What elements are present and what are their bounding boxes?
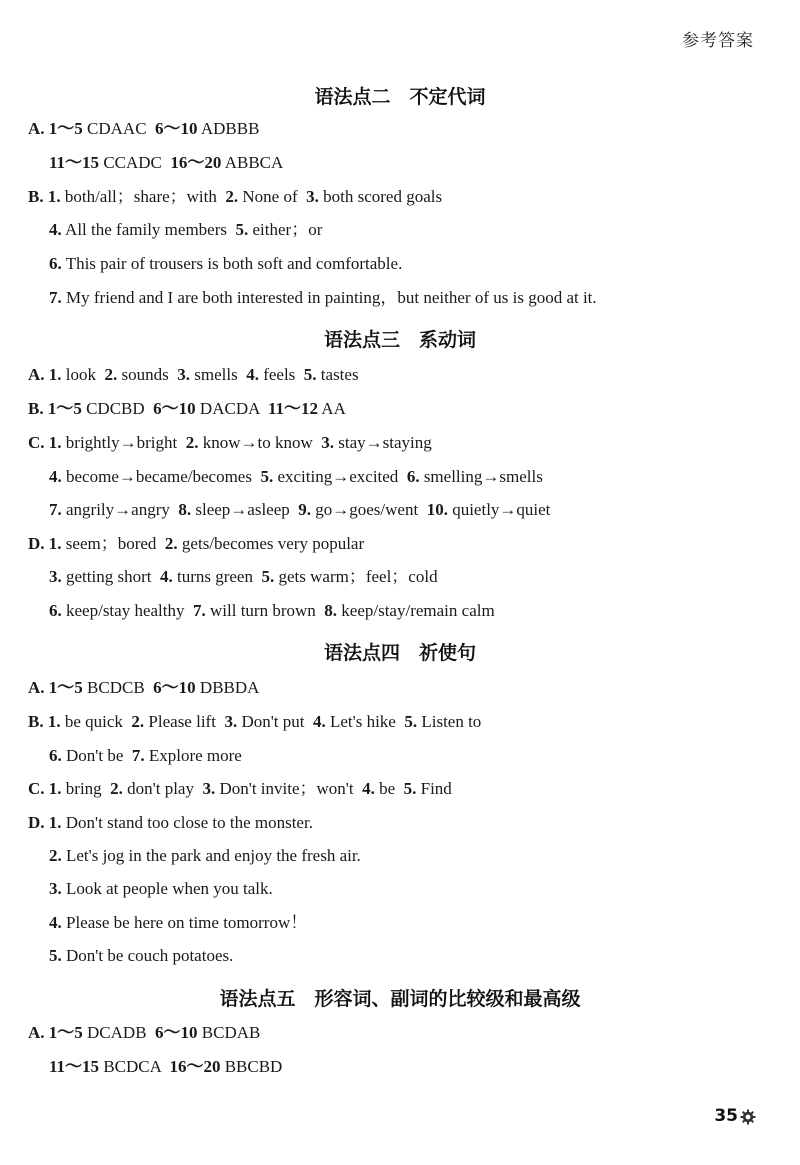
answer-label: 10. [426,500,448,519]
answer-text: tastes [316,365,359,384]
answer-text: bring [61,779,111,798]
answer-line [49,152,283,174]
answer-label: A. 1～5 [28,678,83,697]
answer-label: B. 1～5 [28,399,82,418]
answer-line [49,1056,282,1078]
answer-label: 5. [303,365,317,384]
answer-text: Listen to [417,712,482,731]
answer-text: DACDA [195,399,268,418]
answer-label: 5. [260,467,274,486]
answer-text: Explore more [144,746,242,765]
answer-label: 3. [224,712,238,731]
answer-line [49,600,495,622]
answer-label: 11～12 [267,399,318,418]
answer-text: seem；bored [61,534,165,553]
answer-text: Don't put [237,712,313,731]
section-title: 语法点三 系动词 [323,329,476,351]
answer-text: quietly→quiet [447,500,551,519]
answer-label: 5. [403,779,417,798]
answer-label: 6. [406,467,420,486]
answer-text: All the family members [61,220,236,239]
answer-label: B. 1. [28,187,61,206]
answer-label: A. 1～5 [28,119,83,138]
answer-label: 16～20 [170,153,222,172]
answer-text: ABBCA [221,153,284,172]
answer-label: 5. [404,712,418,731]
answer-label: 4. [312,712,326,731]
answer-text: know→to know [198,433,322,452]
answer-text: brightly→bright [61,433,186,452]
answer-label: 6. [49,254,62,273]
answer-label: 3. [202,779,216,798]
answer-text: DBBDA [195,678,260,697]
answer-label: 3. [306,187,319,206]
answer-text: BCDAB [197,1023,261,1042]
answer-label: 6～10 [153,399,196,418]
answer-line [28,677,259,699]
answer-label: 7. [49,500,62,519]
answer-text: keep/stay healthy [61,601,193,620]
answer-label: 8. [178,500,192,519]
answer-label: 8. [324,601,338,620]
section-title: 语法点二 不定代词 [314,86,486,108]
answer-text: Don't invite；won't [215,779,363,798]
answer-text: Please be here on time tomorrow！ [61,913,308,932]
answer-label: 6～10 [155,119,198,138]
answer-text: AA [318,399,346,418]
answer-label: 2. [185,433,199,452]
answer-label: 4. [49,467,62,486]
answer-text: go→goes/went [311,500,427,519]
answer-text: angrily→angry [61,500,179,519]
answer-label: C. 1. [28,779,62,798]
answer-text: CDAAC [82,119,156,138]
answer-label: 4. [246,365,259,384]
answer-label: 7. [193,601,206,620]
answer-text: sleep→asleep [191,500,299,519]
answer-label: 4. [159,567,173,586]
answer-text: gets/becomes very popular [177,534,365,553]
answer-text: smells [190,365,247,384]
answer-text: both scored goals [318,187,443,206]
answer-line [28,118,259,140]
answer-line [49,945,233,967]
answer-line [28,778,452,800]
answer-line [28,1022,260,1044]
gear-icon [740,1109,756,1125]
answer-text: DCADB [82,1023,156,1042]
answer-text: look [61,365,105,384]
answer-label: 4. [49,913,62,932]
answer-text: keep/stay/remain calm [337,601,495,620]
answer-label: 3. [49,879,62,898]
page-number: 35 [714,1106,738,1126]
answer-label: 7. [131,746,145,765]
answer-line [28,398,346,420]
section-title: 语法点四 祈使句 [323,642,476,664]
answer-label: 11～15 [49,1057,100,1076]
answer-text: CDCBD [81,399,154,418]
answer-label: 3. [177,365,190,384]
answer-line [49,287,597,309]
answer-label: 2. [104,365,118,384]
answer-label: 3. [321,433,335,452]
answer-line [49,845,361,867]
answer-label: 4. [49,220,62,239]
answer-label: 5. [261,567,275,586]
answer-text: smelling→smells [419,467,543,486]
answer-line [49,912,307,934]
answer-label: 5. [49,946,62,965]
answer-text: gets warm；feel；cold [274,567,438,586]
answer-text: be [374,779,404,798]
answer-text: Look at people when you talk. [61,879,273,898]
answer-line [49,566,438,588]
answer-label: 2. [49,846,62,865]
answer-label: A. 1～5 [28,1023,83,1042]
answer-text: ADBBB [197,119,260,138]
answer-text: BCDCB [82,678,154,697]
answer-line [49,466,543,488]
answer-text: turns green [172,567,262,586]
answer-text: BBCBD [220,1057,283,1076]
answer-label: 4. [362,779,375,798]
answer-label: C. 1. [28,433,62,452]
answer-text: getting short [61,567,160,586]
answer-line [49,499,550,521]
answer-text: Don't be [61,746,132,765]
answer-text: don't play [122,779,203,798]
answer-line [49,878,273,900]
answer-text: This pair of trousers is both soft and comfortable. [61,254,403,273]
answer-label: 11～15 [49,153,100,172]
answer-text: None of [238,187,307,206]
answer-text: Let's hike [325,712,405,731]
answer-line [49,219,322,241]
answer-line [28,364,359,386]
answer-label: 7. [49,288,62,307]
answer-line [49,745,242,767]
answer-text: feels [258,365,304,384]
answer-label: D. 1. [28,813,62,832]
answer-text: be quick [60,712,132,731]
answer-label: 6. [49,746,62,765]
answer-text: My friend and I are both interested in painting，but neither of us is good at it. [61,288,597,307]
answer-label: 2. [110,779,123,798]
answer-label: 6～10 [155,1023,198,1042]
answer-label: D. 1. [28,534,62,553]
answer-label: A. 1. [28,365,62,384]
answer-text: stay→staying [334,433,432,452]
answer-line [28,186,442,208]
answer-text: Please lift [144,712,225,731]
answer-text: become→became/becomes [61,467,261,486]
answer-text: Find [416,779,452,798]
answer-label: 16～20 [169,1057,221,1076]
answer-label: 6. [49,601,62,620]
answer-label: 2. [131,712,145,731]
answer-line [28,812,313,834]
answer-label: 3. [49,567,62,586]
answer-text: either；or [248,220,323,239]
answer-line [49,253,402,275]
answer-label: B. 1. [28,712,61,731]
answer-text: sounds [117,365,178,384]
answer-label: 2. [225,187,239,206]
answer-line [28,533,364,555]
answer-text: CCADC [99,153,171,172]
answer-text: Don't stand too close to the monster. [61,813,313,832]
answer-text: Don't be couch potatoes. [61,946,234,965]
section-title: 语法点五 形容词、副词的比较级和最高级 [219,988,581,1010]
header-label: 参考答案 [682,31,754,51]
answer-text: Let's jog in the park and enjoy the fresh air. [61,846,361,865]
answer-label: 6～10 [153,678,196,697]
answer-label: 9. [298,500,312,519]
answer-line [28,432,432,454]
answer-label: 5. [235,220,249,239]
answer-text: both/all；share；with [60,187,226,206]
answer-line [28,711,481,733]
answer-label: 2. [164,534,178,553]
answer-text: will turn brown [205,601,325,620]
answer-text: exciting→excited [273,467,407,486]
answer-text: BCDCA [99,1057,170,1076]
